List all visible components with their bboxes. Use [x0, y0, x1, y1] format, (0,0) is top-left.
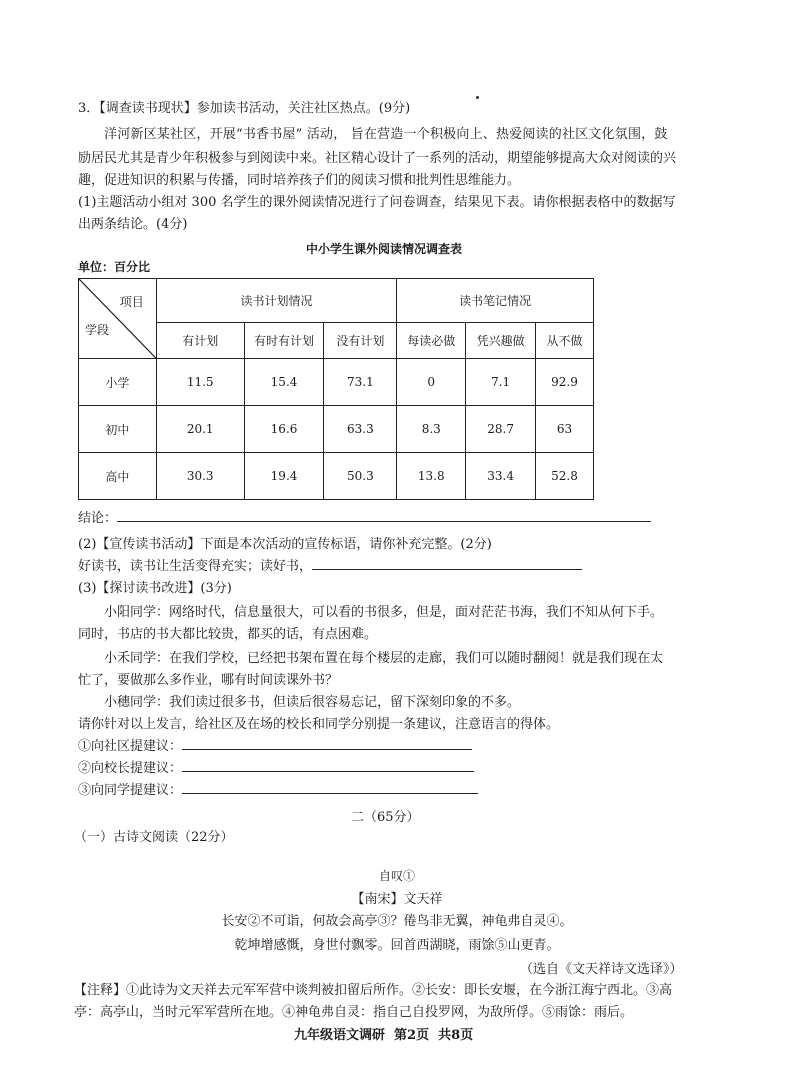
table-row: [79, 453, 594, 500]
header-col-3: 没有计划: [324, 323, 397, 359]
poem-source: （选自《文天祥诗文选译》）: [520, 962, 683, 977]
q3-intro-line3: 趣，促进知识的积累与传播，同时培养孩子们的阅读习惯和批判性思维能力。: [78, 173, 521, 188]
table-cell: 7.1: [466, 359, 536, 406]
header-col-1: 有计划: [156, 323, 244, 359]
header-col-2: 有时有计划: [244, 323, 324, 359]
q3-intro-line2: 励居民尤其是青少年积极参与到阅读中来。社区精心设计了一系列的活动，期望能够提高大众对阅读的兴: [78, 151, 677, 166]
advice-prompt: 请你针对以上发言，给社区及在场的校长和同学分别提一条建议，注意语言的得体。: [78, 717, 560, 732]
table-cell: 16.6: [244, 406, 324, 453]
poem-title: 自叹①: [378, 869, 415, 883]
advice-community-label: ①向社区提建议：: [78, 739, 183, 754]
xiaohe-line2: 忙了，要做那么多作业，哪有时间读课外书？: [78, 673, 339, 688]
table-title: 中小学生课外阅读情况调查表: [306, 242, 463, 256]
row-label: 初中: [79, 406, 157, 453]
advice-community-blank[interactable]: [182, 736, 472, 750]
table-cell: 8.3: [397, 406, 466, 453]
table-cell: 13.8: [397, 453, 466, 500]
table-cell: 20.1: [156, 406, 244, 453]
q3-heading: 3．【调查读书现状】参加读书活动，关注社区热点。(9分): [78, 101, 411, 116]
survey-table: [78, 278, 594, 500]
table-cell: 30.3: [156, 453, 244, 500]
advice-classmate-blank[interactable]: [182, 780, 478, 794]
table-cell: 28.7: [466, 406, 536, 453]
q3-sub1-line1: (1)主题活动小组对 300 名学生的课外阅读情况进行了问卷调查，结果见下表。请你根据表格中的数据写: [78, 195, 676, 210]
xiaosui-line: 小穗同学：我们读过很多书，但读后很容易忘记，留下深刻印象的不多。: [104, 695, 521, 710]
table-cell: 15.4: [244, 359, 324, 406]
page-footer: 九年级语文调研 第2页 共8页: [294, 1028, 474, 1043]
section2-title: 二（65分）: [351, 810, 420, 825]
corner-diagonal: [79, 279, 156, 358]
conclusion-label: 结论：: [78, 511, 118, 526]
header-group-plan: 读书计划情况: [156, 279, 397, 323]
row-label: 小学: [79, 359, 157, 406]
advice-principal-label: ②向校长提建议：: [78, 761, 183, 776]
header-col-4: 每读必做: [397, 323, 466, 359]
table-cell: 0: [397, 359, 466, 406]
advice-principal-line: [78, 758, 714, 780]
notes-line1: 【注释】①此诗为文天祥去元军军营中谈判被扣留后所作。②长安：即长安堰，在今浙江海宁西北。③高: [74, 983, 673, 998]
table-row: [79, 406, 594, 453]
sub2-prompt: (2)【宣传读书活动】下面是本次活动的宣传标语，请你补充完整。(2分): [78, 537, 492, 552]
corner-label-item: 项目: [119, 295, 144, 309]
slogan-line: [78, 556, 714, 578]
advice-community-line: [78, 736, 714, 758]
xiaoyang-line2: 同时，书店的书大都比较贵，都买的话，有点困难。: [78, 627, 378, 642]
table-cell: 63.3: [324, 406, 397, 453]
q3-sub1-line2: 出两条结论。(4分): [78, 217, 188, 232]
poem-line1: 长安②不可诣，何故会高亭③？倦鸟非无翼，神龟弗自灵④。: [221, 914, 573, 929]
conclusion-line: [78, 508, 714, 530]
table-cell: 63: [536, 406, 594, 453]
table-unit: 单位：百分比: [78, 260, 151, 274]
table-cell: 73.1: [324, 359, 397, 406]
table-cell: 92.9: [536, 359, 594, 406]
notes-line2: 亭：高亭山，当时元军军营所在地。④神龟弗自灵：指自己自投罗网，为敌所俘。⑤雨馀：雨后。: [74, 1005, 634, 1020]
xiaoyang-line1: 小阳同学：网络时代，信息量很大，可以看的书很多，但是，面对茫茫书海，我们不知从何下手。: [104, 605, 664, 620]
table-cell: 11.5: [156, 359, 244, 406]
advice-principal-blank[interactable]: [182, 758, 474, 772]
advice-classmate-label: ③向同学提建议：: [78, 783, 183, 798]
corner-label-stage: 学段: [85, 323, 110, 337]
header-col-5: 凭兴趣做: [466, 323, 536, 359]
sub3-prompt: (3)【探讨读书改进】(3分): [78, 581, 232, 596]
xiaohe-line1: 小禾同学：在我们学校，已经把书架布置在每个楼层的走廊，我们可以随时翻阅！就是我们现在太: [104, 651, 664, 666]
table-corner-cell: [79, 279, 157, 359]
table-cell: 33.4: [466, 453, 536, 500]
header-group-notes: 读书笔记情况: [397, 279, 594, 323]
slogan-answer-blank[interactable]: [312, 556, 582, 570]
table-cell: 52.8: [536, 453, 594, 500]
slogan-text: 好读书，读书让生活变得充实；读好书，: [78, 559, 313, 574]
q3-intro-line1: 洋河新区某社区，开展“书香书屋” 活动， 旨在营造一个积极向上、热爱阅读的社区文化氛围，鼓: [104, 127, 668, 142]
table-cell: 50.3: [324, 453, 397, 500]
table-row: [79, 359, 594, 406]
advice-classmate-line: [78, 780, 714, 802]
table-cell: 19.4: [244, 453, 324, 500]
row-label: 高中: [79, 453, 157, 500]
conclusion-answer-blank[interactable]: [117, 508, 651, 522]
header-col-6: 从不做: [536, 323, 594, 359]
poem-line2: 乾坤增感慨，身世付飘零。回首西湖晓，雨馀⑤山更青。: [234, 938, 560, 953]
section2-part1: （一）古诗文阅读（22分）: [74, 830, 234, 845]
poem-author: 【南宋】文天祥: [351, 892, 443, 907]
